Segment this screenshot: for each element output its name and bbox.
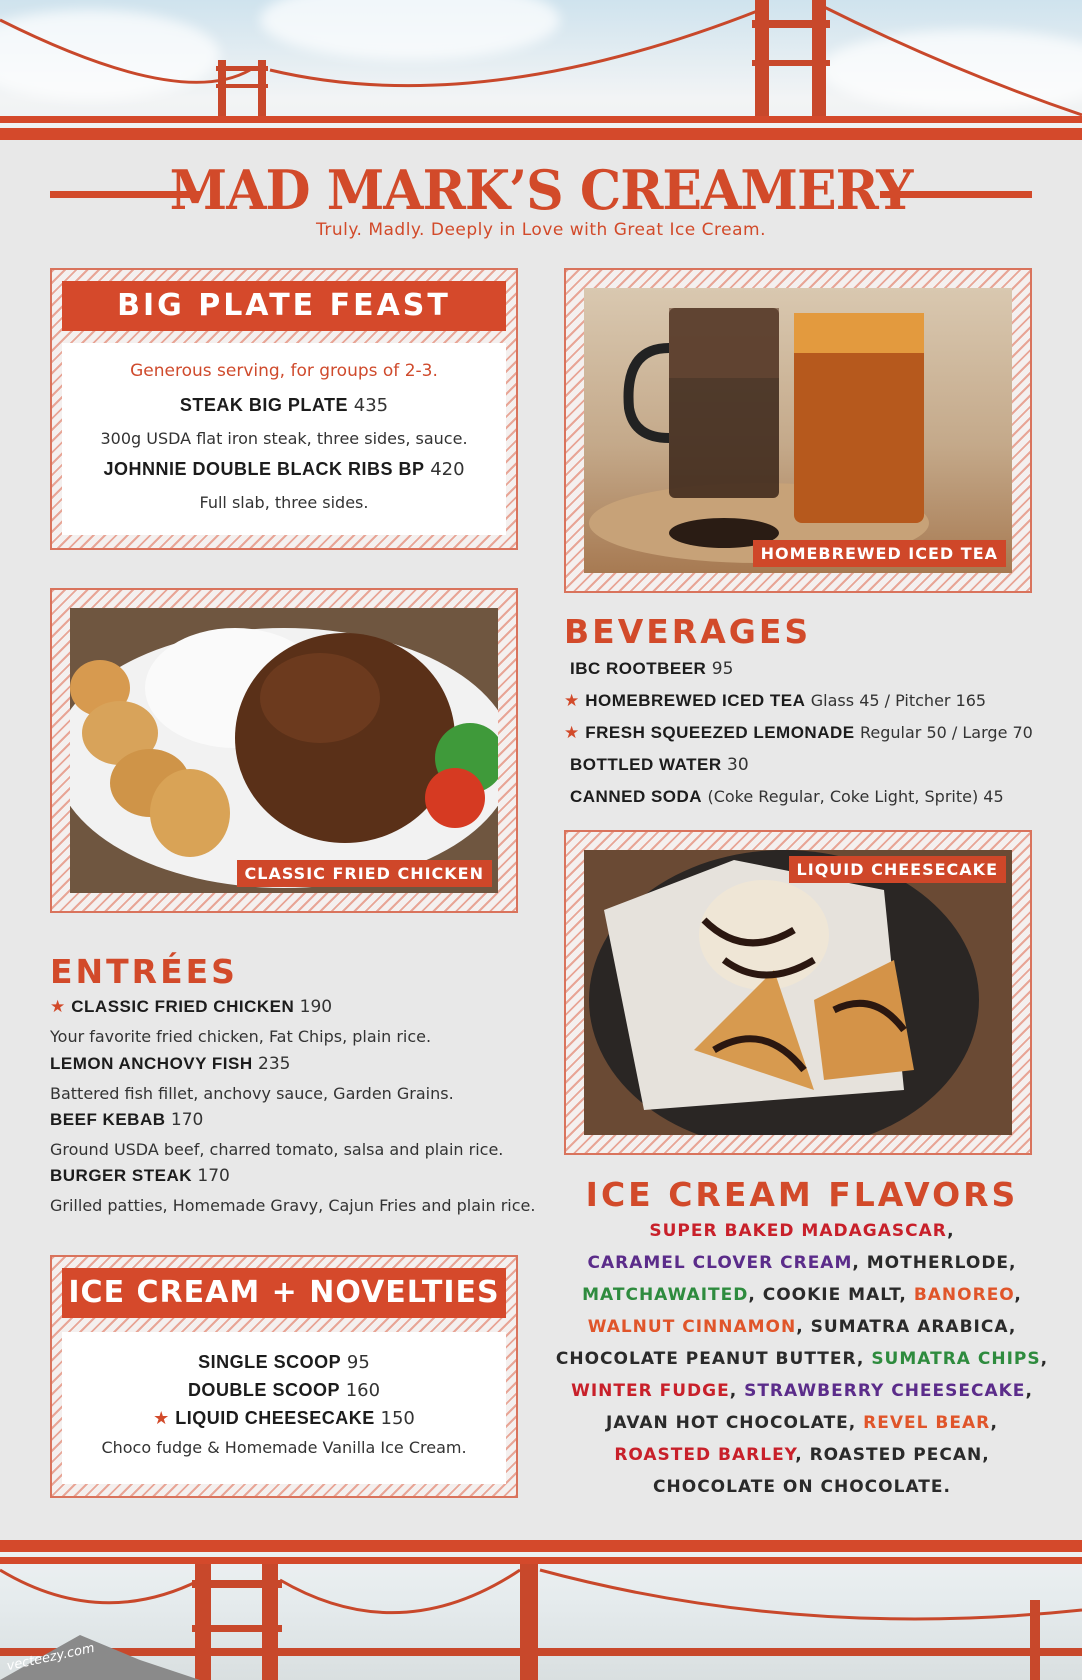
big-plate-card — [62, 343, 506, 535]
beverage-item — [564, 691, 986, 711]
menu-item — [62, 459, 506, 480]
liquid-cheesecake-photo — [584, 850, 1012, 1135]
flavor-text: WINTER FUDGE — [571, 1381, 730, 1401]
beverage-item — [564, 723, 1033, 743]
flavor-text: CHOCOLATE PEANUT BUTTER, — [555, 1349, 872, 1369]
flavor-text: , MOTHERLODE, — [852, 1253, 1017, 1273]
item-price: 420 — [430, 459, 465, 480]
menu-item — [62, 1380, 506, 1401]
flavor-text: , SUMATRA ARABICA, — [796, 1317, 1017, 1337]
flavor-line — [552, 1477, 1052, 1497]
item-price: 30 — [727, 755, 749, 775]
golden-gate-bridge-bottom — [0, 1540, 1082, 1680]
item-description: 300g USDA flat iron steak, three sides, sauce. — [100, 429, 468, 448]
item-price: 435 — [353, 395, 389, 416]
flavor-text: STRAWBERRY CHEESECAKE — [744, 1381, 1026, 1401]
item-description: Your favorite fried chicken, Fat Chips, plain rice. — [50, 1027, 432, 1046]
flavor-text: , ROASTED PECAN, — [795, 1445, 990, 1465]
flavor-text: , — [1014, 1285, 1022, 1305]
item-price: 170 — [170, 1110, 204, 1130]
flavor-line — [552, 1413, 1052, 1433]
flavor-text: SUMATRA CHIPS — [871, 1349, 1041, 1369]
star-icon: ★ — [153, 1408, 170, 1429]
photo-caption: HOMEBREWED ICED TEA — [753, 540, 1006, 567]
item-price: (Coke Regular, Coke Light, Sprite) 45 — [707, 787, 1004, 806]
entree-item — [50, 1054, 290, 1074]
iced-tea-illustration — [584, 288, 1012, 573]
item-price: Glass 45 / Pitcher 165 — [810, 691, 987, 710]
flavor-text: WALNUT CINNAMON — [587, 1317, 797, 1337]
flavor-text: REVEL BEAR — [863, 1413, 991, 1433]
item-name: SINGLE SCOOP — [198, 1352, 342, 1372]
entree-item — [50, 1110, 203, 1130]
novelties-heading: ICE CREAM + NOVELTIES — [62, 1268, 506, 1318]
entree-item — [50, 1166, 230, 1186]
brand-tagline: Truly. Madly. Deeply in Love with Great Ice Cream. — [316, 220, 766, 240]
item-price: 235 — [258, 1054, 291, 1074]
photo-caption: LIQUID CHEESECAKE — [789, 856, 1006, 883]
beverage-item — [564, 659, 733, 679]
flavor-text: , — [990, 1413, 998, 1433]
flavor-text: ROASTED BARLEY — [614, 1445, 796, 1465]
rail-top-2 — [0, 128, 1082, 140]
menu-item — [62, 395, 506, 416]
top-banner — [0, 0, 1082, 140]
flavor-line — [552, 1349, 1052, 1369]
flavor-line — [552, 1253, 1052, 1273]
menu-item — [62, 1352, 506, 1373]
flavor-text: , — [1040, 1349, 1049, 1369]
item-description: Choco fudge & Homemade Vanilla Ice Cream. — [101, 1438, 467, 1457]
beverage-item — [564, 787, 1004, 807]
item-name: STEAK BIG PLATE — [179, 395, 349, 415]
item-name: CLASSIC FRIED CHICKEN — [71, 997, 295, 1016]
flavor-text: JAVAN HOT CHOCOLATE, — [606, 1413, 864, 1433]
watermark: vecteezy.com — [5, 1640, 96, 1675]
flavors-heading: ICE CREAM FLAVORS — [585, 1175, 1019, 1214]
bottom-banner — [0, 1540, 1082, 1680]
flavor-text: SUPER BAKED MADAGASCAR — [649, 1221, 948, 1241]
item-name: FRESH SQUEEZED LEMONADE — [585, 723, 855, 742]
item-description: Ground USDA beef, charred tomato, salsa and plain rice. — [50, 1140, 504, 1159]
entrees-heading: ENTRÉES — [50, 952, 238, 991]
item-description: Grilled patties, Homemade Gravy, Cajun Fries and plain rice. — [50, 1196, 536, 1215]
item-name: LEMON ANCHOVY FISH — [50, 1054, 253, 1073]
item-name: HOMEBREWED ICED TEA — [585, 691, 806, 710]
menu-item — [62, 1408, 506, 1429]
item-price: 190 — [299, 997, 333, 1017]
flavor-text: , COOKIE MALT, — [748, 1285, 914, 1305]
beverages-heading: BEVERAGES — [564, 612, 812, 651]
item-price: 160 — [345, 1380, 381, 1401]
item-price: 95 — [346, 1352, 370, 1373]
big-plate-intro: Generous serving, for groups of 2-3. — [130, 361, 438, 381]
item-name: LIQUID CHEESECAKE — [175, 1408, 375, 1428]
item-price: Regular 50 / Large 70 — [860, 723, 1033, 742]
rail-top-1 — [0, 116, 1082, 123]
item-price: 95 — [711, 659, 734, 679]
star-icon: ★ — [564, 723, 580, 743]
item-price: 150 — [380, 1408, 415, 1429]
flavor-line — [552, 1317, 1052, 1337]
big-plate-heading: BIG PLATE FEAST — [62, 281, 506, 331]
beverage-item — [564, 755, 749, 775]
flavor-text: CARAMEL CLOVER CREAM — [587, 1253, 853, 1273]
liquid-cheesecake-illustration — [584, 850, 1012, 1135]
novelties-card — [62, 1332, 506, 1484]
flavor-text: , — [1025, 1381, 1033, 1401]
flavor-text: , — [947, 1221, 955, 1241]
item-description: Full slab, three sides. — [199, 493, 369, 512]
flavor-line — [552, 1445, 1052, 1465]
item-name: BOTTLED WATER — [570, 755, 722, 774]
flavor-text: BANOREO — [913, 1285, 1015, 1305]
entree-item — [50, 997, 332, 1017]
flavor-line — [552, 1285, 1052, 1305]
item-name: DOUBLE SCOOP — [187, 1380, 340, 1400]
fried-chicken-photo — [70, 608, 498, 893]
item-name: BEEF KEBAB — [50, 1110, 166, 1129]
flavor-line — [552, 1221, 1052, 1241]
flavor-text: MATCHAWAITED — [582, 1285, 749, 1305]
item-name: BURGER STEAK — [50, 1166, 193, 1185]
flavor-text: CHOCOLATE ON CHOCOLATE. — [653, 1477, 951, 1497]
flavor-text: , — [729, 1381, 745, 1401]
iced-tea-photo — [584, 288, 1012, 573]
item-description: Battered fish fillet, anchovy sauce, Garden Grains. — [50, 1084, 454, 1103]
photo-caption: CLASSIC FRIED CHICKEN — [237, 860, 492, 887]
item-name: CANNED SODA — [570, 787, 703, 806]
item-price: 170 — [197, 1166, 230, 1186]
flavor-line — [552, 1381, 1052, 1401]
fried-chicken-illustration — [70, 608, 498, 893]
star-icon: ★ — [564, 691, 580, 711]
item-name: JOHNNIE DOUBLE BLACK RIBS BP — [103, 459, 425, 479]
brand-name: MAD MARK’S CREAMERY — [169, 158, 913, 223]
star-icon: ★ — [50, 997, 66, 1017]
item-name: IBC ROOTBEER — [570, 659, 707, 678]
